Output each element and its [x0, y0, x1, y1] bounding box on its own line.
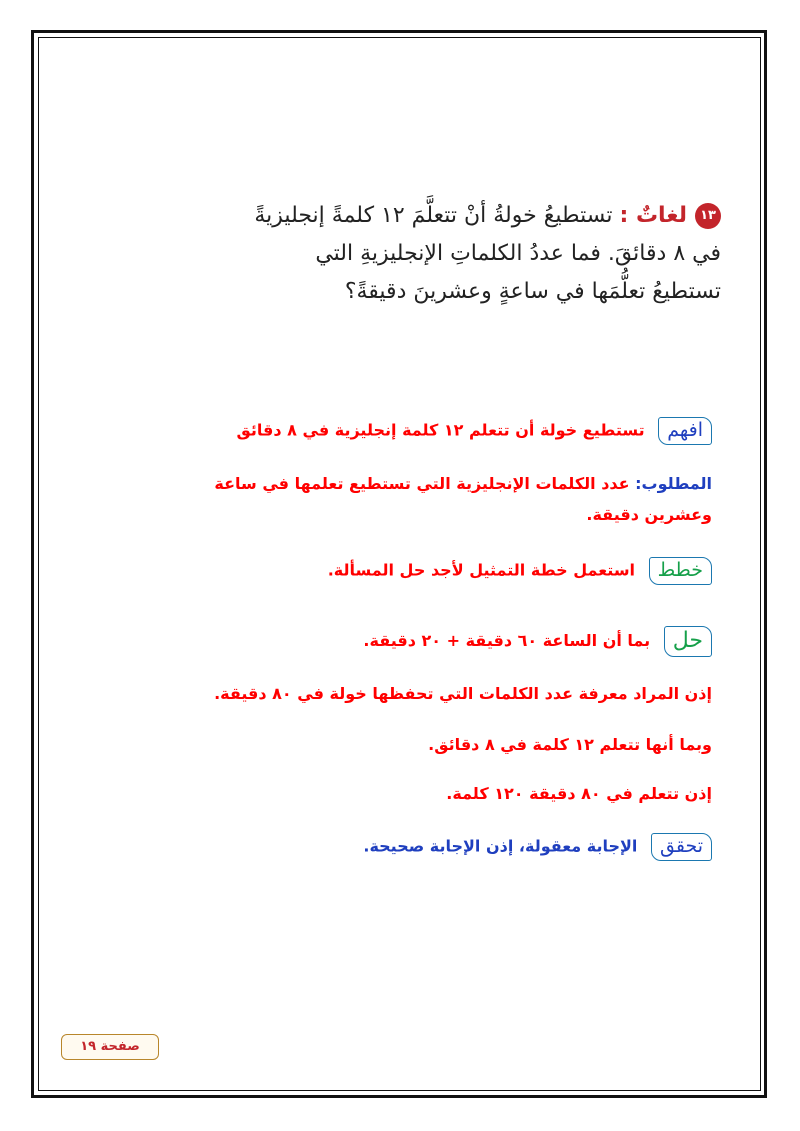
check-step — [363, 833, 712, 861]
required-line-1 — [214, 474, 712, 493]
problem-line-2: في ٨ دقائقَ. فما عددُ الكلماتِ الإنجليزيةِ التي — [315, 241, 721, 266]
problem-statement — [121, 197, 721, 311]
solve-tag: حل — [664, 626, 712, 657]
plan-step — [328, 557, 712, 585]
understand-step — [236, 417, 712, 445]
required-line-2: وعشرين دقيقة. — [586, 505, 712, 524]
solve-step — [363, 626, 712, 657]
problem-line-1 — [121, 197, 721, 235]
plan-tag: خطط — [649, 557, 712, 585]
solve-line-2: إذن المراد معرفة عدد الكلمات التي تحفظها خولة في ٨٠ دقيقة. — [214, 684, 712, 703]
required-text: عدد الكلمات الإنجليزية التي تستطيع تعلمها في ساعة — [214, 474, 630, 493]
plan-text: استعمل خطة التمثيل لأجد حل المسألة. — [327, 560, 636, 580]
solve-line-4: إذن تتعلم في ٨٠ دقيقة ١٢٠ كلمة. — [446, 784, 712, 803]
solve-line-3: وبما أنها تتعلم ١٢ كلمة في ٨ دقائق. — [428, 735, 712, 754]
problem-line-3: تستطيعُ تعلُّمَها في ساعةٍ وعشرينَ دقيقةً؟ — [344, 279, 721, 304]
page-number-label: صفحة ١٩ — [61, 1034, 159, 1060]
understand-tag: افهم — [658, 417, 712, 445]
understand-text: تستطيع خولة أن تتعلم ١٢ كلمة إنجليزية في ٨ دقائق — [236, 420, 645, 440]
check-tag: تحقق — [651, 833, 712, 861]
required-label: المطلوب: — [635, 474, 712, 493]
question-number-badge: ١٣ — [695, 203, 721, 229]
solve-text: بما أن الساعة ٦٠ دقيقة + ٢٠ دقيقة. — [363, 631, 651, 650]
problem-text: تستطيعُ خولةُ أنْ تتعلَّمَ ١٢ كلمةً إنجليزيةً — [254, 203, 613, 228]
check-text: الإجابة معقولة، إذن الإجابة صحيحة. — [363, 836, 638, 856]
problem-topic: لغاتٌ : — [619, 203, 687, 228]
